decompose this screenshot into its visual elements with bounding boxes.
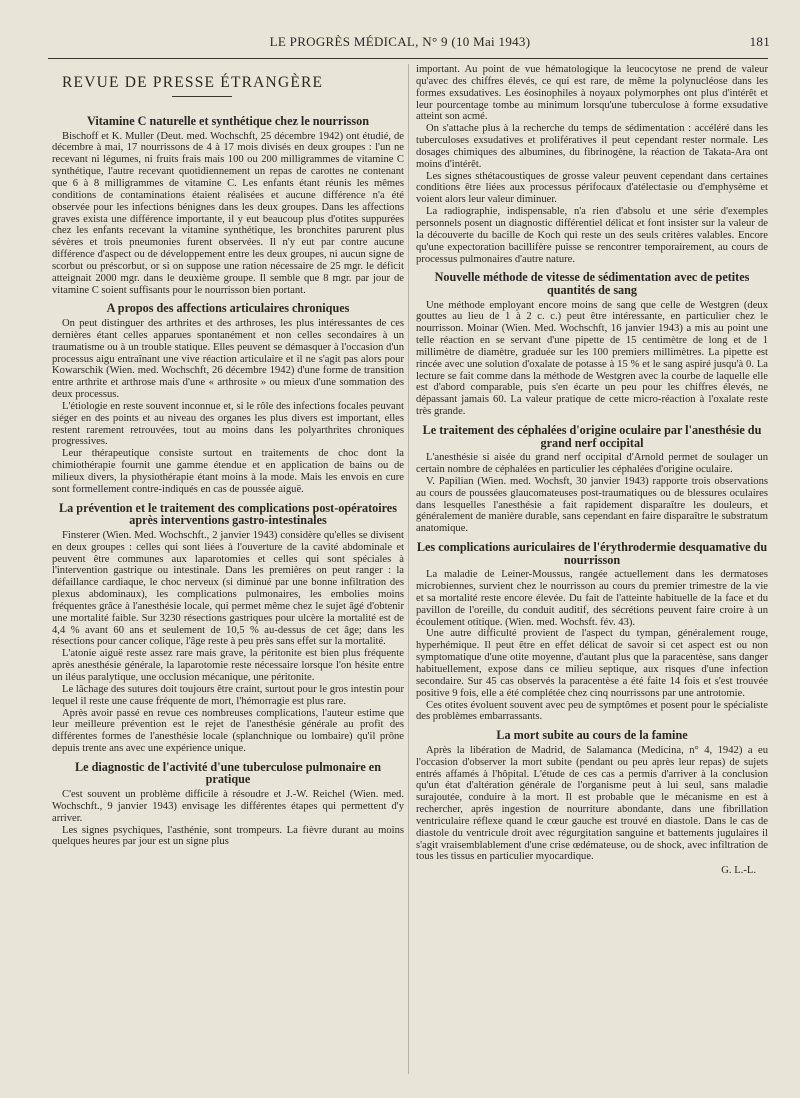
signature: G. L.-L. (721, 865, 756, 877)
paragraph: Le lâchage des sutures doit toujours être craint, surtout pour le gros intestin pour lequel il reste une cause fréquente de mort, l'hémorragie est plus rare. (52, 683, 404, 707)
paragraph: Leur thérapeutique consiste surtout en traitements de choc dont la chimiothérapie fournit une gamme étendue et en application de bains ou de milieux divers, la physiothérapie étant moins à la mode. Mais les envois en cure sont formellement contre-indiqués en cas de poussée aiguë. (52, 448, 404, 495)
paragraph: L'étiologie en reste souvent inconnue et, si le rôle des infections focales peuvant siéger en des points et au niveau des organes les plus divers est important, elles restent rarement retrouvées, tout au moins dans les polyarthrites chroniques progressives. (52, 400, 404, 448)
paragraph: Les signes sthétacoustiques de grosse valeur peuvent cependant dans certaines conditions être liées aux processus périfocaux d'atélectasie ou d'emphysème et voient alors leur valeur diminuer. (416, 170, 768, 206)
column-divider (408, 64, 409, 1074)
paragraph: La maladie de Leiner-Moussus, rangée actuellement dans les dermatoses microbiennes, survient chez le nourrisson au cours du premier trimestre de la vie et sa mortalité reste encore élevée. Du fait de l'atteinte habituelle de la face et du pavillon de l'oreille, du conduit auditif, des sécrétions peuvent faire croire à un écoulement otitique. (Wien. med. Wochsft. fév. 43). (416, 569, 768, 628)
paragraph: Une autre difficulté provient de l'aspect du tympan, généralement rouge, hyperhémique. Il peut être en effet délicat de savoir si cet aspect est ou non symptomatique d'une otite moyenne, d'autant plus que la paracentèse, sans danger habituellement, expose dans ce milieu septique, aux risques d'une infection secondaire. Sur 45 cas observés la paracentèse a été faite 14 fois et s'est trouvée positive 9 fois, elle a été complétée chez cinq nourrissons par une antrotomie. (416, 628, 768, 699)
paragraph: La radiographie, indispensable, n'a rien d'absolu et une série d'exemples personnels posent un diagnostic différentiel délicat et font insister sur la valeur de la découverte du bacille de Koch qui reste un des seuls critères valables. Encore qu'une expectoration bacillifère puisse se rencontrer temporairement, au cours de processus pulmonaires d'autre nature. (416, 206, 768, 265)
paragraph: Après avoir passé en revue ces nombreuses complications, l'auteur estime que leur meilleure prévention est le rejet de l'anesthésie générale au profit des différentes formes de l'anesthésie locale (splanchnique ou lombaire) qu'il prône depuis trente ans avec une expérience unique. (52, 707, 404, 755)
page-number: 181 (749, 34, 770, 49)
article-title: Vitamine C naturelle et synthétique chez le nourrisson (87, 114, 369, 128)
paragraph: Les signes psychiques, l'asthénie, sont trompeurs. La fièvre durant au moins quelques heures par jour est un signe plus (52, 824, 404, 848)
rubric-rule (172, 96, 232, 97)
running-header (0, 34, 800, 54)
rubric-title: REVUE DE PRESSE ÉTRANGÈRE (62, 74, 324, 91)
left-column (52, 64, 404, 1074)
article-title: La mort subite au cours de la famine (496, 728, 688, 743)
article-title: Nouvelle méthode de vitesse de sédimentation avec de petites quantités de sang (434, 270, 750, 297)
article-title: Le diagnostic de l'activité d'une tuberculose pulmonaire en pratique (75, 759, 381, 787)
paragraph: Après la libération de Madrid, de Salamanca (Medicina, n° 4, 1942) a eu l'occasion d'observer la mort subite (pendant ou peu après leur repas) de sujets entrés affamés à l'hôpital. L'étude de ces cas a permis d'arriver à la conclusion qu'un état d'altération générale de l'organisme peut à lui seul, sans maladie surajoutée, conduire à la mort. Il est probable que le mécanisme en est à rechercher, après ingestion de nourriture abondante, dans une fibrillation ventriculaire réflexe quand le cœur gauche est trouvé en diastole. Dans le cas de diastole du ventricule droit avec régurgitation sanguine et battements jugulaires il s'agit vraisemblablement d'une crise œdémateuse, ou de shock, avec infiltration de tous les tissus en particulier myocardique. (416, 744, 768, 863)
paragraph: On peut distinguer des arthrites et des arthroses, les plus intéressantes de ces dernières étant celles apparues spontanément et non celles secondaires à un traumatisme ou à un trouble statique. Elles peuvent se démasquer à l'occasion d'un processus aigu entraînant une vive réaction articulaire et il ne s'agit pas alors pour Kowarschik (Wien. med. Wochschft, 26 décembre 1942) d'une forme de transition entre arthrite et arthrose mais d'une « arthrosite » ou mieux d'une sommation des deux processus. (52, 318, 404, 401)
paragraph: Ces otites évoluent souvent avec peu de symptômes et posent pour le spécialiste des problèmes embarrassants. (416, 699, 768, 723)
article-title: La prévention et le traitement des complications post-opératoires après interventions gastro-intestinales (59, 500, 397, 528)
article-title: Le traitement des céphalées d'origine oculaire par l'anesthésie du grand nerf occipital (422, 422, 762, 450)
paragraph: L'atonie aiguë reste assez rare mais grave, la péritonite est bien plus fréquente après anesthésie générale, la laparotomie reste nécessaire lorsque l'on hésite entre un iléus paralytique, une occlusion mécanique, une péritonite. (52, 648, 404, 683)
paragraph: L'anesthésie si aisée du grand nerf occipital d'Arnold permet de soulager un certain nombre de céphalées en particulier les céphalées d'origine oculaire. (416, 452, 768, 475)
paragraph: Finsterer (Wien. Med. Wochschft., 2 janvier 1943) considère qu'elles se divisent en deux groupes : celles qui sont liées à l'ouverture de la cavité abdominale et peuvent être communes aux laparotomies et celles qui sont spéciales à l'intervention gastrique ou intestinale. Dans les premières on peut ranger : la défaillance cardiaque, le choc nerveux (si diminué par une bonne infiltration des plexus abdominaux), les complications pulmonaires, les embolies moins fréquentes grâce à l'anesthésie locale, qui permet même chez le sujet âgé d'obtenir une mortalité faible. Sur 3230 résections gastriques pour ulcère la mortalité est de 4,4 % avant 60 ans et seulement de 10,5 % au-dessus de cet âge; dans les résections pour cancer colique, l'âge reste à peu près sans effet sur la mortalité. (52, 529, 404, 648)
paragraph: important. Au point de vue hématologique la leucocytose ne prend de valeur qu'avec des chiffres élevés, ce qui est rare, de même la polynucléose dans les formes exsudatives. Les éosinophiles à noyaux polymorphes ont plus d'intérêt et leur pourcentage tombe au minimum lorsqu'une tuberculose à forme exsudative atteint son acmé. (416, 64, 768, 123)
article-title: A propos des affections articulaires chroniques (106, 301, 350, 316)
right-column (416, 64, 768, 1074)
paragraph: Bischoff et K. Muller (Deut. med. Wochschft, 25 décembre 1942) ont étudié, de décembre à mai, 17 nourrissons de 4 à 17 mois divisés en deux groupes : l'un ne recevant ni légumes, ni fruits frais mais 100 ou 200 milligrammes de vitamine C synthétique, l'autre recevant quotidiennement un repas de carottes ne contenant que 6 à 8 milligrammes de vitamine C. Les enfants étant réunis les mêmes conditions de contaminations étaient réalisées et aucune différence n'a été observée pour les infections bénignes dans les deux groupes. Dans les affections graves exista une différence importante, il y eut beaucoup plus d'otites suppurées chez les enfants recevant la vitamine synthétique, les bronchites parurent plus sévères et trois pneumonies furent observées. Il n'y eut par contre aucune différence d'aspect ou de développement entre les deux groupes, ni aucun signe de scorbut ou préscorbut, or si on suppose une ration nécessaire de 25 mgr. le déficit atteignait 2000 mgr. dans le deuxième groupe. Il semble que 8 mgr. par jour de vitamine C soient suffisants pour le nourrisson bien portant. (52, 130, 404, 296)
paragraph: On s'attache plus à la recherche du temps de sédimentation : accéléré dans les tuberculoses exsudatives et prolifératives il peut cependant rester normale. Les dosages chimiques des albumines, du fibrinogène, la réaction de Takata-Ara ont moins d'intérêt. (416, 123, 768, 170)
paragraph: V. Papilian (Wien. med. Wochsft, 30 janvier 1943) rapporte trois observations au cours de poussées glaucomateuses post-traumatiques ou de blessures oculaires dans lesquelles l'anesthésie a fait rapidement disparaître les douleurs, et généralement de manière durable, sans cependant en faire disparaître le substratum anatomique. (416, 475, 768, 535)
header-rule (48, 58, 768, 59)
paragraph: Une méthode employant encore moins de sang que celle de Westgren (deux gouttes au lieu de 1 à 2 c. c.) peut être intéressante, en particulier chez le nourrisson. Moinar (Wien. Med. Wochschft, 16 janvier 1943) a mis au point une telle réaction en se servant d'une pipette de 15 centimètre de long et de 1 millimètre de diamètre, graduée sur les 100 premiers millimètres. La pipette est rincée avec une solution d'oxalate de potasse à 15 % et le sang aspiré jusqu'à 0. La lecture se fait comme dans la méthode de Westgren avec la courbe de laquelle elle est d'abord comparable, puis s'en écarte un peu pour les chiffres élevés, ne dépassant jamais 60. La valeur pratique de cette micro-réaction à l'oxalate reste très grande. (416, 299, 768, 418)
running-title: LE PROGRÈS MÉDICAL, N° 9 (10 Mai 1943) (269, 34, 531, 49)
article-title: Les complications auriculaires de l'érythrodermie desquamative du nourrisson (416, 540, 768, 567)
paragraph: C'est souvent un problème difficile à résoudre et J.-W. Reichel (Wien. med. Wochschft., 9 janvier 1943) envisage les différentes étapes qui permettent d'y arriver. (52, 789, 404, 824)
